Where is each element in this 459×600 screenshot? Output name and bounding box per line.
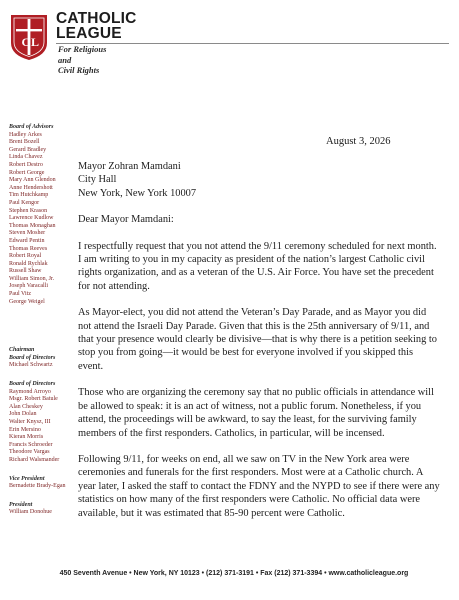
tagline-line1: For Religious xyxy=(58,44,107,54)
advisor-name: Edward Pentin xyxy=(9,237,45,244)
organization-name xyxy=(56,11,137,41)
advisor-name: Joseph Varacalli xyxy=(9,283,49,290)
director-name: Alan Cheskey xyxy=(9,403,43,410)
chairman-subheading: Board of Directors xyxy=(9,354,56,361)
director-name: Erin Mersino xyxy=(9,426,41,433)
recipient-address xyxy=(78,160,440,200)
advisor-name: Robert George xyxy=(9,169,45,176)
advisor-name: Linda Chavez xyxy=(9,154,43,161)
advisor-name: George Weigel xyxy=(9,298,45,305)
director-name: John Dolan xyxy=(9,411,37,418)
paragraph-4: Following 9/11, for weeks on end, all we saw on TV in the New York area were ceremonies and funerals for the first responders. Most were at a Catholic church. A year later, I asked the staff to contact the FDNY and the NYPD to see if there were any statistics on how many of the first responders were Catholic. No official data were available, but it was estimated that 85-90 percent were Catholic. xyxy=(78,453,440,519)
advisor-name: Mary Ann Glendon xyxy=(9,177,56,184)
director-name: Raymond Arroyo xyxy=(9,388,51,395)
letter-body xyxy=(78,160,440,520)
advisor-name: Anne Hendershott xyxy=(9,184,53,191)
svg-text:C: C xyxy=(21,35,31,49)
advisor-name: Stephen Krason xyxy=(9,207,48,214)
advisor-name: Brent Bozell xyxy=(9,139,40,146)
recipient-line2: City Hall xyxy=(78,174,117,186)
recipient-line3: New York, New York 10007 xyxy=(78,187,197,199)
organization-tagline xyxy=(58,44,106,76)
advisor-name: William Simon, Jr. xyxy=(9,275,55,282)
letter-date: August 3, 2026 xyxy=(326,136,391,147)
salutation: Dear Mayor Mamdani: xyxy=(78,214,174,226)
president-name: William Donohue xyxy=(9,509,52,516)
director-name: Theodore Vargas xyxy=(9,449,50,456)
chairman-name: Michael Schwartz xyxy=(9,362,53,369)
advisors-heading: Board of Advisors xyxy=(9,124,54,130)
chairman-heading: Chairman xyxy=(9,347,35,354)
recipient-line1: Mayor Zohran Mamdani xyxy=(78,161,181,172)
advisor-name: Thomas Monaghan xyxy=(9,222,56,229)
advisor-name: Robert Destro xyxy=(9,161,43,168)
letterhead-divider xyxy=(56,43,449,44)
advisor-name: Gerard Bradley xyxy=(9,146,47,153)
advisor-name: Hadley Arkes xyxy=(9,131,42,138)
president-heading: President xyxy=(9,501,33,508)
directors-heading: Board of Directors xyxy=(9,381,56,388)
catholic-league-logo xyxy=(9,13,49,61)
advisor-name: Paul Kengor xyxy=(9,199,40,206)
advisor-name: Tim Hutchkamp xyxy=(9,192,49,199)
svg-text:L: L xyxy=(31,35,40,49)
advisor-name: Ronald Rychlak xyxy=(9,260,48,267)
directors-list xyxy=(9,389,89,465)
paragraph-3: Those who are organizing the ceremony say that no public officials in attendance will be allowed to speak: it is an act of witness, not a public forum. Nonetheless, if you attend, the proceedings will be awkward, to say the least, for the surviving family members of the first responders. Catholics, in particular, will be incensed. xyxy=(78,387,434,439)
org-name-line2: LEAGUE xyxy=(56,25,122,42)
advisor-name: Thomas Reeves xyxy=(9,245,48,252)
advisor-name: Robert Royal xyxy=(9,253,42,260)
advisor-name: Lawrence Kudlow xyxy=(9,215,54,222)
org-name-line1: CATHOLIC xyxy=(56,10,137,27)
tagline-line2: and xyxy=(58,54,72,65)
sidebar-roster xyxy=(9,124,89,517)
vice-president-name: Bernadette Brady-Egan xyxy=(9,483,66,490)
advisor-name: Paul Vitz xyxy=(9,291,32,298)
paragraph-2: As Mayor-elect, you did not attend the Veteran’s Day Parade, and as Mayor you did not attend the Israeli Day Parade. Given that this is the 25th anniversary of 9/11, and that your presence would clearly be divisive—that is why there is a petition seeking to stop you from going—it would be best for everyone involved if you skipped this event. xyxy=(78,307,437,372)
advisors-list xyxy=(9,132,89,307)
paragraph-1: I respectfully request that you not attend the 9/11 ceremony scheduled for next month. I am writing to you in my capacity as president of the nation’s largest Catholic civil rights organization, and as a veteran of the U.S. Air Force. You have set the precedent for not attending. xyxy=(78,240,437,292)
letterhead-footer: 450 Seventh Avenue • New York, NY 10123 • (212) 371-3191 • Fax (212) 371-3394 • www.catholicleague.org xyxy=(59,570,409,577)
director-name: Francis Schroeder xyxy=(9,441,53,448)
advisor-name: Steven Mosher xyxy=(9,230,46,237)
advisor-name: Russell Shaw xyxy=(9,268,42,275)
vice-president-heading: Vice President xyxy=(9,475,45,482)
director-name: Msgr. Robert Batule xyxy=(9,396,58,403)
director-name: Kieran Morris xyxy=(9,434,44,441)
director-name: Richard Walsmander xyxy=(9,456,60,463)
tagline-line3: Civil Rights xyxy=(58,65,100,75)
director-name: Walter Knysz, III xyxy=(9,419,51,425)
